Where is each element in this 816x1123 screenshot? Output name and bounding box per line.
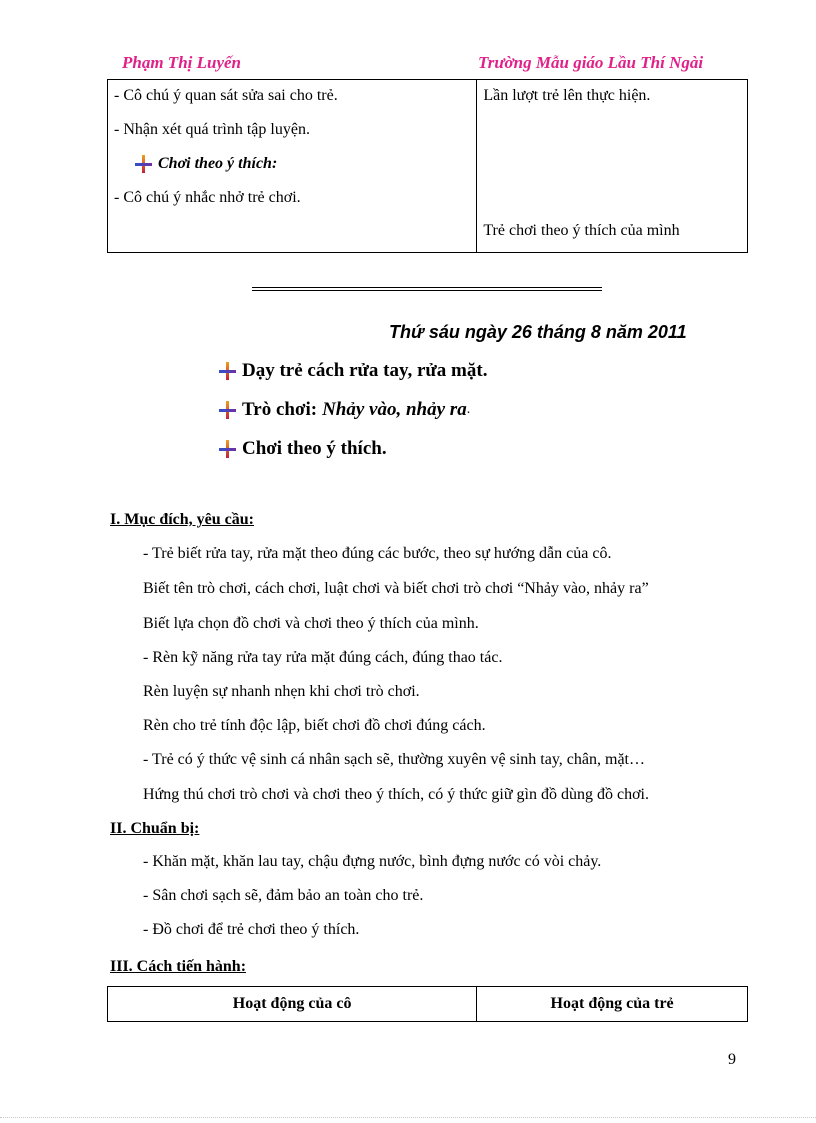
paragraph-line: Rèn cho trẻ tính độc lập, biết chơi đồ chơi đúng cách. [143, 717, 486, 734]
header-author: Phạm Thị Luyến [122, 53, 242, 72]
activity-table-continued [107, 79, 748, 253]
sparkle-bullet-icon [218, 362, 236, 380]
teacher-line: - Cô chú ý nhắc nhở trẻ chơi. [114, 189, 301, 206]
topic-text: Chơi theo ý thích. [242, 438, 387, 459]
page-number: 9 [728, 1051, 736, 1068]
section-heading: I. Mục đích, yêu cầu: [110, 511, 254, 528]
column-header-teacher: Hoạt động của cô [108, 987, 477, 1022]
table-row [108, 80, 748, 253]
header-school: Trường Mẫu giáo Lầu Thí Ngài [478, 53, 704, 72]
paragraph-line: Hứng thú chơi trò chơi và chơi theo ý thích, có ý thức giữ gìn đồ dùng đồ chơi. [143, 786, 649, 803]
subheading [114, 154, 470, 174]
child-line: Trẻ chơi theo ý thích của mình [483, 222, 680, 239]
table-header-row [108, 987, 748, 1022]
teacher-activity-cell [108, 80, 477, 253]
column-header-child: Hoạt động của trẻ [477, 987, 748, 1022]
paragraph-line: - Đồ chơi để trẻ chơi theo ý thích. [143, 921, 360, 938]
date-heading: Thứ sáu ngày 26 tháng 8 năm 2011 [389, 322, 687, 342]
section-heading: III. Cách tiến hành: [110, 958, 247, 975]
topic-item [218, 360, 487, 382]
activity-table [107, 986, 748, 1022]
game-name: Nhảy vào, nhảy ra [322, 399, 467, 420]
sparkle-bullet-icon [218, 401, 236, 419]
paragraph-line: - Rèn kỹ năng rửa tay rửa mặt đúng cách, đúng thao tác. [143, 649, 503, 666]
section-heading: II. Chuẩn bị: [110, 820, 200, 837]
page-footer-rule [0, 1117, 816, 1118]
child-activity-cell [477, 80, 748, 253]
teacher-line: - Cô chú ý quan sát sửa sai cho trẻ. [114, 87, 338, 104]
sparkle-bullet-icon [134, 155, 152, 173]
topic-item [218, 399, 470, 421]
paragraph-line: Biết tên trò chơi, cách chơi, luật chơi và biết chơi trò chơi “Nhảy vào, nhảy ra” [143, 580, 649, 597]
paragraph-line: - Trẻ có ý thức vệ sinh cá nhân sạch sẽ, thường xuyên vệ sinh tay, chân, mặt… [143, 751, 645, 768]
topic-label: Trò chơi: [242, 399, 318, 420]
paragraph-line: - Sân chơi sạch sẽ, đảm bảo an toàn cho trẻ. [143, 887, 424, 904]
paragraph-line: Rèn luyện sự nhanh nhẹn khi chơi trò chơi. [143, 683, 420, 700]
sparkle-bullet-icon [218, 440, 236, 458]
teacher-line: - Nhận xét quá trình tập luyện. [114, 121, 310, 138]
child-line: Lần lượt trẻ lên thực hiện. [483, 87, 651, 104]
paragraph-line: - Trẻ biết rửa tay, rửa mặt theo đúng các bước, theo sự hướng dẫn của cô. [143, 545, 612, 562]
paragraph-line: Biết lựa chọn đồ chơi và chơi theo ý thích của mình. [143, 615, 479, 632]
topic-end: . [466, 402, 471, 417]
subheading-text: Chơi theo ý thích: [158, 155, 278, 172]
divider-line [252, 287, 602, 288]
topic-item [218, 438, 387, 460]
divider-line [252, 290, 602, 291]
topic-text: Dạy trẻ cách rửa tay, rửa mặt. [242, 360, 488, 381]
paragraph-line: - Khăn mặt, khăn lau tay, chậu đựng nước, bình đựng nước có vòi chảy. [143, 853, 602, 870]
